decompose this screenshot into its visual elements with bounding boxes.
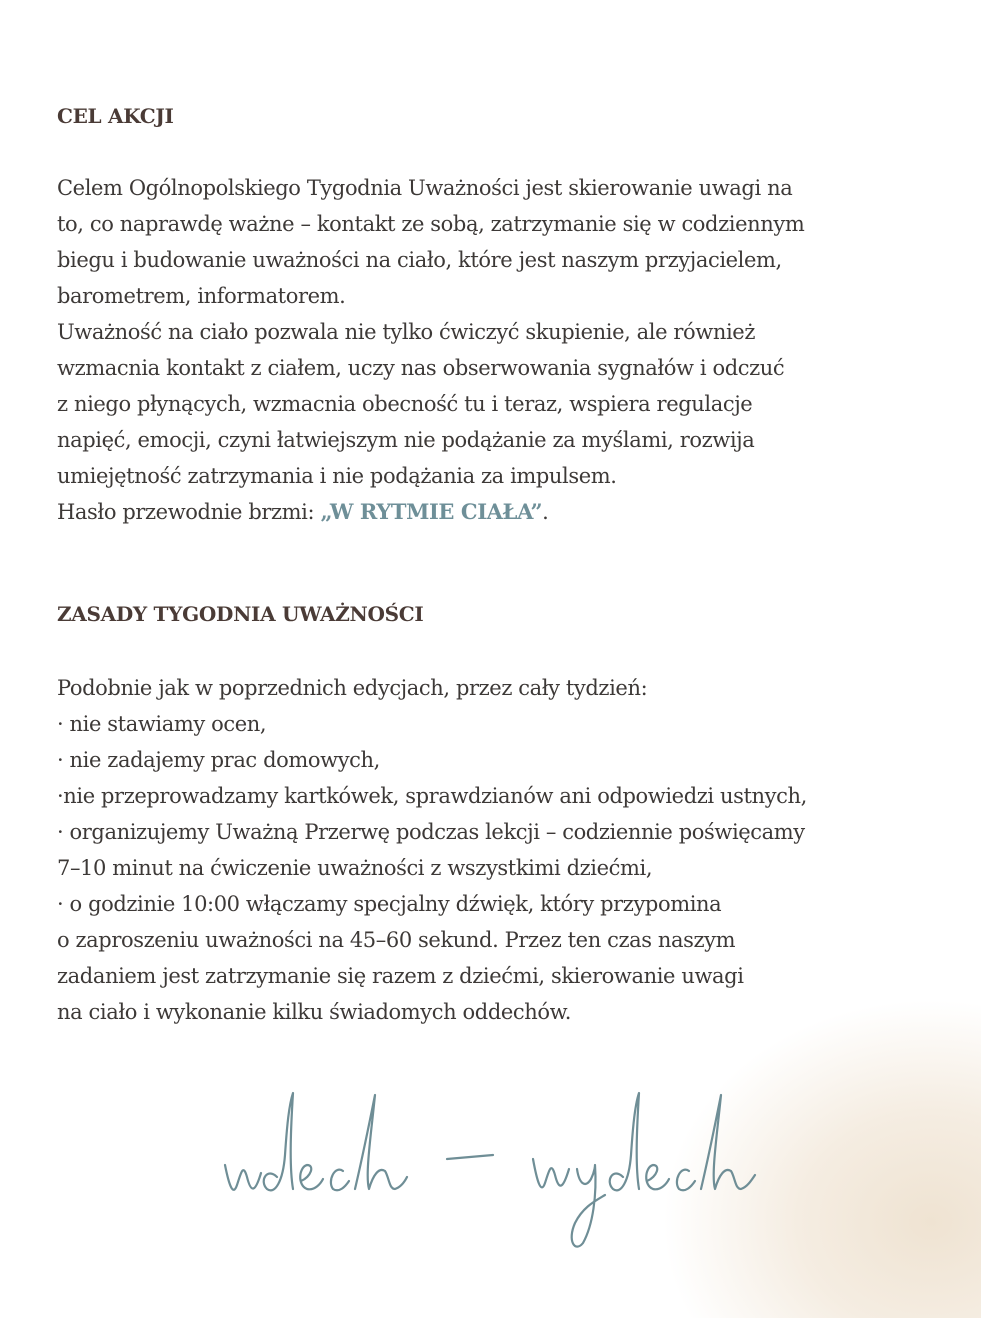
motto-prefix: Hasło przewodnie brzmi: <box>57 500 321 524</box>
paragraph-line: barometrem, informatorem. <box>57 284 346 308</box>
motto-suffix: . <box>542 500 549 524</box>
section-title-cel-akcji: CEL AKCJI <box>57 104 174 128</box>
paragraph-line: Celem Ogólnopolskiego Tygodnia Uważności jest skierowanie uwagi na <box>57 176 793 200</box>
handwritten-signature <box>215 1085 775 1255</box>
rule-item: · o godzinie 10:00 włączamy specjalny dźwięk, który przypomina <box>57 892 722 916</box>
paragraph-line: z niego płynących, wzmacnia obecność tu i teraz, wspiera regulacje <box>57 392 753 416</box>
rule-item-continuation: 7–10 minut na ćwiczenie uważności z wszystkimi dziećmi, <box>57 856 653 880</box>
rule-item: · organizujemy Uważną Przerwę podczas lekcji – codziennie poświęcamy <box>57 820 805 844</box>
rule-item-continuation: na ciało i wykonanie kilku świadomych oddechów. <box>57 1000 571 1024</box>
rule-item: · nie stawiamy ocen, <box>57 712 267 736</box>
paragraph-line: biegu i budowanie uważności na ciało, które jest naszym przyjacielem, <box>57 248 782 272</box>
rule-item-continuation: o zaproszeniu uważności na 45–60 sekund. Przez ten czas naszym <box>57 928 736 952</box>
rule-item: · nie zadajemy prac domowych, <box>57 748 380 772</box>
paragraph-line: to, co naprawdę ważne – kontakt ze sobą, zatrzymanie się w codziennym <box>57 212 805 236</box>
paragraph-line: wzmacnia kontakt z ciałem, uczy nas obserwowania sygnałów i odczuć <box>57 356 785 380</box>
paragraph-line: Uważność na ciało pozwala nie tylko ćwiczyć skupienie, ale również <box>57 320 755 344</box>
section-title-zasady: ZASADY TYGODNIA UWAŻNOŚCI <box>57 602 424 626</box>
motto-highlight: „W RYTMIE CIAŁA” <box>320 499 543 524</box>
paragraph-line: umiejętność zatrzymania i nie podążania za impulsem. <box>57 464 617 488</box>
motto-line <box>57 494 548 530</box>
rule-item: ·nie przeprowadzamy kartkówek, sprawdzianów ani odpowiedzi ustnych, <box>57 784 807 808</box>
paragraph-line: napięć, emocji, czyni łatwiejszym nie podążanie za myślami, rozwija <box>57 428 755 452</box>
rules-intro: Podobnie jak w poprzednich edycjach, przez cały tydzień: <box>57 676 648 700</box>
rule-item-continuation: zadaniem jest zatrzymanie się razem z dziećmi, skierowanie uwagi <box>57 964 744 988</box>
